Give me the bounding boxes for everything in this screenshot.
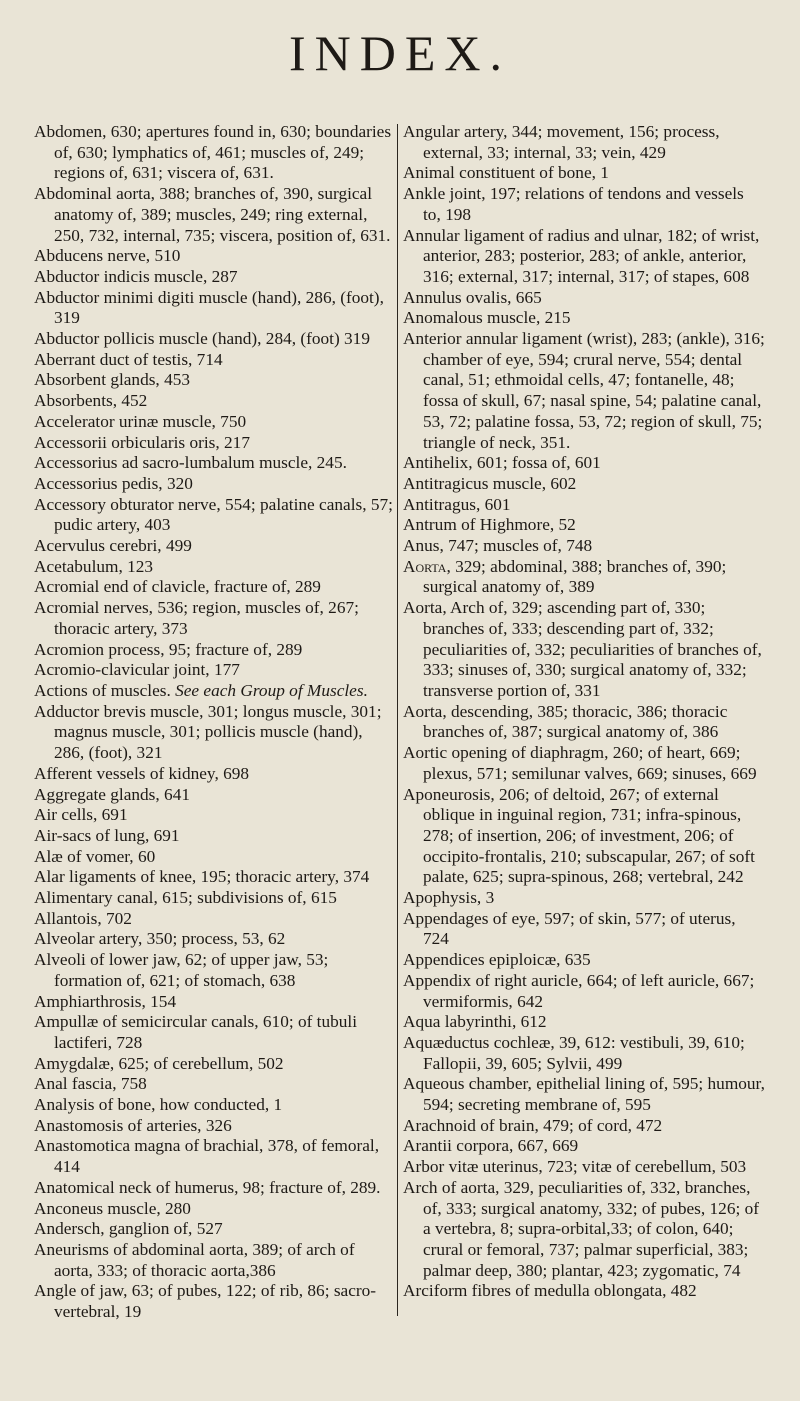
index-entry: Antitragicus muscle, 602 [403,473,577,493]
index-entry: Anomalous muscle, 215 [403,308,571,328]
index-entry: Acervulus cerebri, 499 [34,536,192,556]
index-entry: Acromio-clavicular joint, 177 [34,660,240,680]
index-entry: Accelerator urinæ muscle, 750 [34,411,247,431]
index-entry: Alimentary canal, 615; subdivisions of, 615 [34,888,337,908]
index-entry: Anastomotica magna of brachial, 378, of femoral, 414 [34,1136,380,1177]
index-entry: Annular ligament of radius and ulnar, 182; of wrist, anterior, 283; posterior, 283; of ankle, anterior, 316; external, 317; internal, 317; of stapes, 608 [403,225,760,286]
index-entry: Abductor indicis muscle, 287 [34,266,238,286]
index-entry: Adductor brevis muscle, 301; longus muscle, 301; magnus muscle, 301; pollicis muscle (hand), 286, (foot), 321 [34,701,382,763]
index-entry: Abductor minimi digiti muscle (hand), 286, (foot), 319 [34,287,384,328]
index-entry: Alveolar artery, 350; process, 53, 62 [34,929,286,949]
index-entry: Ampullæ of semicircular canals, 610; of tubuli lactiferi, 728 [34,1012,357,1052]
index-entry: Antihelix, 601; fossa of, 601 [403,453,601,473]
index-entry: Anatomical neck of humerus, 98; fracture of, 289. [34,1177,381,1197]
index-entry: Appendages of eye, 597; of skin, 577; of uterus, 724 [403,908,736,949]
index-entry: Arbor vitæ uterinus, 723; vitæ of cerebellum, 503 [403,1157,747,1177]
index-entry: Acromion process, 95; fracture of, 289 [34,639,303,659]
index-entry: Ankle joint, 197; relations of tendons and vessels to, 198 [403,184,744,224]
index-entry: Appendix of right auricle, 664; of left auricle, 667; vermiformis, 642 [403,970,755,1011]
index-entry: Aneurisms of abdominal aorta, 389; of arch of aorta, 333; of thoracic aorta,386 [34,1239,355,1280]
index-entry: Antrum of Highmore, 52 [403,515,576,535]
index-entry: Anterior annular ligament (wrist), 283; (ankle), 316; chamber of eye, 594; crural nerve, 554; dental canal, 51; ethmoidal cells, 47; fontanelle, 48; fossa of skull, 67; nasal spine, 54; palatine canal, 53, 72; palatine fossa, 53, 72; region of skull, 75; triangle of neck, 351. [403,329,765,452]
index-entry: Annulus ovalis, 665 [403,287,542,307]
left-column [34,122,394,1323]
index-entry: Accessorius pedis, 320 [34,473,193,493]
index-entry: Aggregate glands, 641 [34,784,190,804]
index-entry: Aorta, descending, 385; thoracic, 386; thoracic branches of, 387; surgical anatomy of, 386 [403,701,728,742]
index-entry: Abducens nerve, 510 [34,246,181,266]
index-entry: Anal fascia, 758 [34,1074,147,1094]
index-entry: Aponeurosis, 206; of deltoid, 267; of external oblique in inguinal region, 731; infra-spinous, 278; of insertion, 206; of investment, 206; of occipito-frontalis, 210; subscapular, 267; of soft palate, 625; supra-spinous, 268; vertebral, 242 [403,784,755,887]
index-entry [403,557,765,598]
index-entry: Andersch, ganglion of, 527 [34,1219,223,1239]
index-entry: Amphiarthrosis, 154 [34,991,177,1011]
index-entry: Arch of aorta, 329, peculiarities of, 332, branches, of, 333; surgical anatomy, 332; of pubes, 126; of a vertebra, 8; supra-orbital,33; of colon, 640; crural or femoral, 737; palmar superficial, 383; palmar deep, 380; plantar, 423; zygomatic, 74 [403,1177,759,1280]
index-entry: Angular artery, 344; movement, 156; process, external, 33; internal, 33; vein, 429 [403,122,720,162]
index-entry: Arantii corpora, 667, 669 [403,1136,579,1156]
index-entry: Anus, 747; muscles of, 748 [403,536,593,556]
cross-reference: See each Group of Muscles. [175,680,368,700]
index-entry: Arachnoid of brain, 479; of cord, 472 [403,1115,663,1135]
index-entry: Aorta, Arch of, 329; ascending part of, 330; branches of, 333; descending part of, 332; peculiarities of, 332; peculiarities of branches of, 333; sinuses of, 330; surgical anatomy of, 332; transverse portion of, 331 [403,598,762,700]
index-entry: Accessorius ad sacro-lumbalum muscle, 245. [34,453,347,473]
index-entry: Animal constituent of bone, 1 [403,163,609,183]
index-entry: Air cells, 691 [34,805,128,825]
index-entry: Absorbent glands, 453 [34,370,190,390]
index-entry: Acromial nerves, 536; region, muscles of, 267; thoracic artery, 373 [34,598,359,638]
index-entry: Apophysis, 3 [403,888,495,908]
entry-text: Actions of muscles. [34,680,176,700]
index-entry: Aberrant duct of testis, 714 [34,349,223,369]
index-entry: Accessory obturator nerve, 554; palatine canals, 57; pudic artery, 403 [34,494,393,535]
index-entry: Arciform fibres of medulla oblongata, 482 [403,1281,697,1301]
index-entry: Aqua labyrinthi, 612 [403,1012,547,1032]
index-entry: Anconeus muscle, 280 [34,1198,191,1218]
index-entry: Analysis of bone, how conducted, 1 [34,1095,283,1115]
index-entry: Absorbents, 452 [34,391,148,411]
index-entry: Aqueous chamber, epithelial lining of, 595; humour, 594; secreting membrane of, 595 [403,1074,765,1115]
index-entry: Aortic opening of diaphragm, 260; of heart, 669; plexus, 571; semilunar valves, 669; sinuses, 669 [403,743,757,783]
entry-heading: Aorta [403,556,447,576]
index-entry: Alæ of vomer, 60 [34,846,156,866]
index-entry: Anastomosis of arteries, 326 [34,1115,232,1135]
column-divider [397,124,398,1316]
index-entry: Appendices epiploicæ, 635 [403,950,591,970]
index-entry: Air-sacs of lung, 691 [34,825,180,845]
index-entry: Aquæductus cochleæ, 39, 612: vestibuli, 39, 610; Fallopii, 39, 605; Sylvii, 499 [403,1032,745,1073]
index-entry: Acromial end of clavicle, fracture of, 289 [34,577,321,597]
index-entry: Abductor pollicis muscle (hand), 284, (foot) 319 [34,329,370,349]
entry-text: , 329; abdominal, 388; branches of, 390; surgical anatomy of, 389 [423,556,727,597]
index-entry: Acetabulum, 123 [34,556,154,576]
right-column [403,122,765,1302]
index-entry: Amygdalæ, 625; of cerebellum, 502 [34,1053,284,1073]
index-entry: Accessorii orbicularis oris, 217 [34,432,250,452]
index-entry: Allantois, 702 [34,908,132,928]
index-entry: Antitragus, 601 [403,494,511,514]
index-entry: Abdomen, 630; apertures found in, 630; boundaries of, 630; lymphatics of, 461; muscles of, 249; regions of, 631; viscera of, 631. [34,122,392,183]
index-entry [34,681,394,702]
index-entry: Afferent vessels of kidney, 698 [34,763,250,783]
index-entry: Alveoli of lower jaw, 62; of upper jaw, 53; formation of, 621; of stomach, 638 [34,950,329,990]
page-title: INDEX. [288,25,512,81]
index-entry: Abdominal aorta, 388; branches of, 390, surgical anatomy of, 389; muscles, 249; ring external, 250, 732, internal, 735; viscera, position of, 631. [34,184,391,245]
index-entry: Alar ligaments of knee, 195; thoracic artery, 374 [34,867,370,887]
index-entry: Angle of jaw, 63; of pubes, 122; of rib, 86; sacro-vertebral, 19 [34,1281,377,1322]
